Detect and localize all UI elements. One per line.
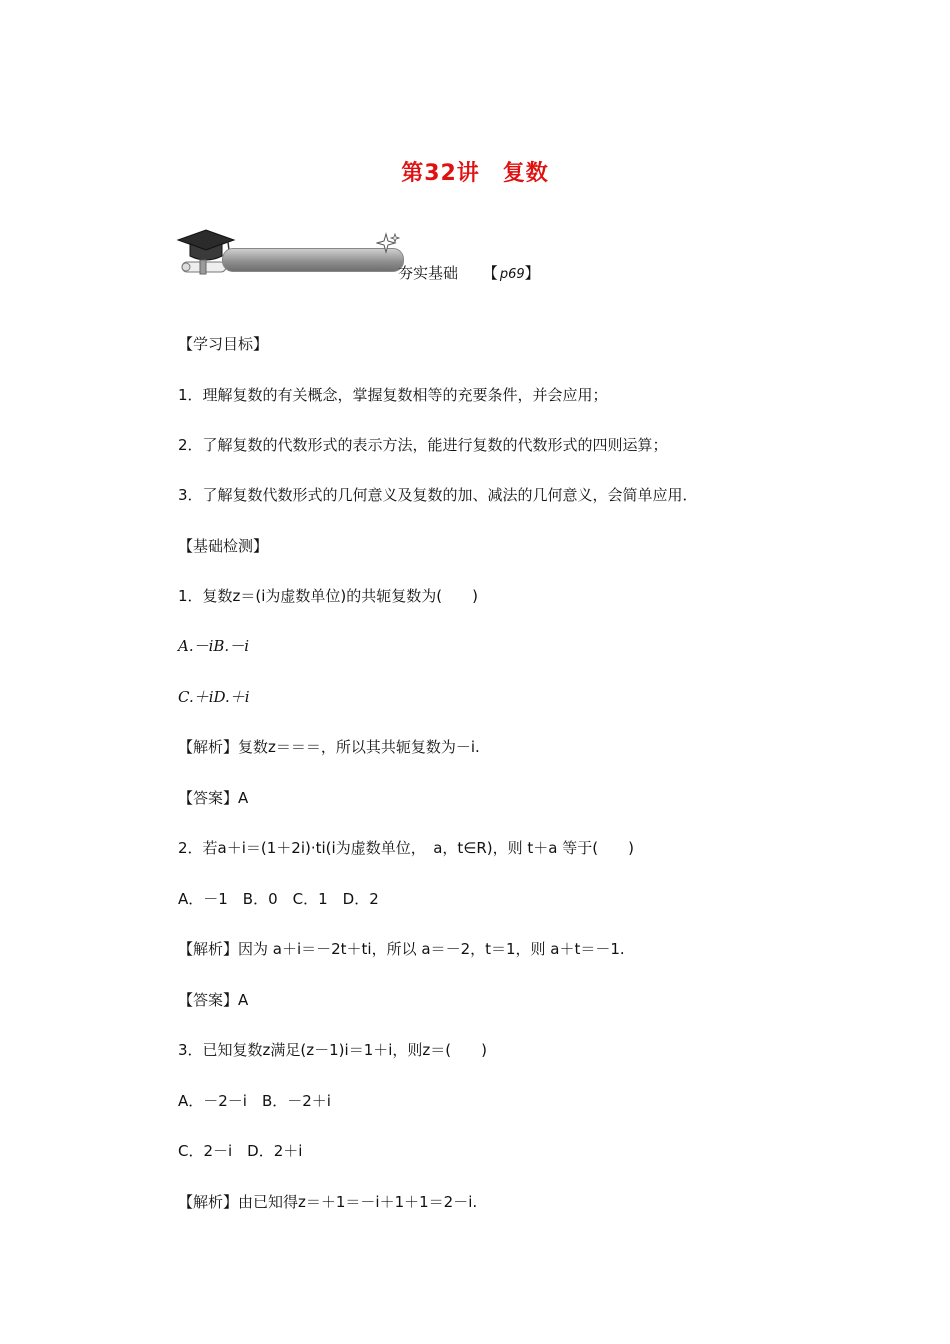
objective-item: 3．了解复数代数形式的几何意义及复数的加、减法的几何意义，会简单应用． [178,486,698,504]
question-3-options-ab: A．－2－i B．－2＋i [178,1092,331,1110]
page-ref-open: 【 [482,264,498,282]
question-2-options: A．－1 B．0 C．1 D．2 [178,890,379,908]
question-2: 2．若a＋i＝(1＋2i)·ti(i为虚数单位， a，t∈R)，则 t＋a 等于( ) [178,839,634,857]
page-ref: p69 [499,267,525,282]
page-ref-close: 】 [524,264,540,282]
objective-item: 1．理解复数的有关概念，掌握复数相等的充要条件，并会应用； [178,386,608,404]
question-1-answer: 【答案】A [178,789,249,807]
question-3: 3．已知复数z满足(z－1)i＝1＋i，则z＝( ) [178,1041,487,1059]
question-1-options-cd: C.＋iD.＋i [178,688,250,706]
page-title: 第32讲 复数 [401,161,549,186]
question-3-options-cd: C．2－i D．2＋i [178,1142,303,1160]
section-banner [172,226,552,286]
question-1-analysis: 【解析】复数z＝＝＝，所以其共轭复数为－i. [178,738,480,756]
objective-item: 2．了解复数的代数形式的表示方法，能进行复数的代数形式的四则运算； [178,436,668,454]
question-1-options-ab: A.－iB.－i [178,637,249,655]
question-2-answer: 【答案】A [178,991,249,1009]
question-3-analysis: 【解析】由已知得z＝＋1＝－i＋1＋1＝2－i. [178,1193,478,1211]
section-heading-objectives: 【学习目标】 [178,335,269,353]
section-heading-basic-check: 【基础检测】 [178,537,269,555]
banner-label [398,262,540,283]
sparkle-icon [376,232,400,256]
question-2-analysis: 【解析】因为 a＋i＝－2t＋ti，所以 a＝－2，t＝1，则 a＋t＝－1. [178,940,625,958]
banner-title: 夯实基础 [398,264,459,282]
question-1: 1．复数z＝(i为虚数单位)的共轭复数为( ) [178,587,478,605]
